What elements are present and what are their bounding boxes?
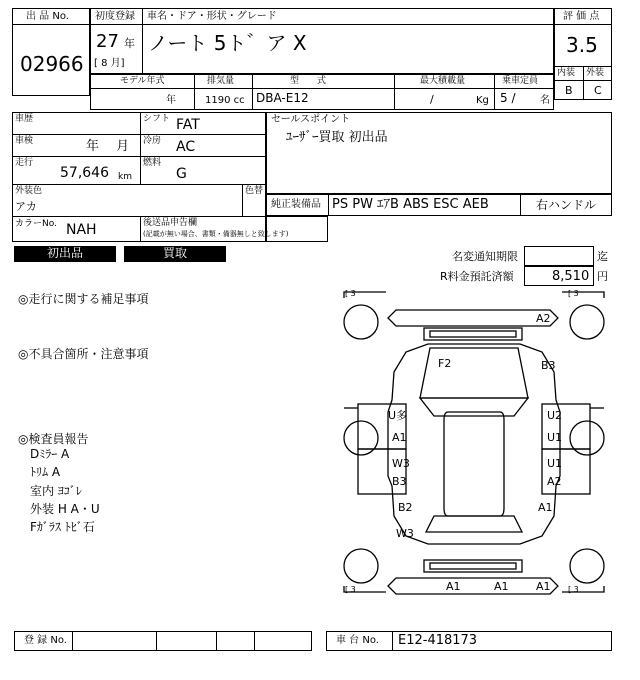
displacement: 1190 cc [205,95,245,106]
equipment-value: PS PW ｴｱB ABS ESC AEB [332,197,489,212]
history-label: 車歴 [15,114,34,124]
recycle-unit: 円 [597,270,608,283]
name-change-box [524,246,594,266]
inspector-label: ◎検査員報告 [18,432,89,446]
color-no-label: カラーNo. [15,219,57,229]
displacement-label: 排気量 [207,76,235,86]
code-left-rear-door-2: B3 [392,475,407,488]
reg-year-unit: 年 [124,37,135,50]
code-right-rear-door-2: A2 [547,475,562,488]
first-listing-badge: 初出品 [14,246,116,262]
code-front-bumper: A2 [536,312,551,325]
shift-value: FAT [176,117,200,133]
interior-label: 内装 [557,68,576,78]
code-rear-bumper-1: A1 [446,580,461,593]
aftermarket-note: (記載が無い場合、書類・備器無しと致します) [143,230,289,238]
car-name: ノート 5ト゛ア X [148,31,307,55]
buyback-badge: 買取 [124,246,226,262]
code-rear-bumper-3: A1 [536,580,551,593]
chassis-label: 車 台 No. [336,635,379,646]
exterior-label: 外装 [586,68,605,78]
model-label: 型 式 [290,76,327,86]
reg-year: 27 [96,31,119,52]
mileage-label: 走行 [15,158,34,168]
capacity-unit: 名 [540,95,550,106]
steering-value: 右ハンドル [536,198,597,212]
defects-label: ◎不具合箇所・注意事項 [18,347,149,361]
inspector-line: 外装 H A・U [30,502,100,516]
code-right-rear-fender: A1 [538,501,553,514]
inspector-line: ﾄﾘﾑ A [30,465,61,479]
corner-top-right: [ 3 [568,289,579,298]
first-reg-label: 初度登録 [95,11,135,22]
sales-point-label: セールスポイント [271,114,351,125]
ac-value: AC [176,139,196,155]
capacity: 5 / [500,91,516,105]
inspection-value: 年 月 [86,139,130,154]
driving-notes-label: ◎走行に関する補足事項 [18,292,149,306]
fuel-label: 燃料 [143,158,162,168]
inspector-line: Fｶﾞﾗｽ ﾄﾋﾞ石 [30,520,95,534]
sales-point-value: ﾕｰｻﾞｰ買取 初出品 [286,130,388,145]
corner-bottom-left: [ 3 [345,585,356,594]
grade-label: 評 価 点 [563,11,600,22]
ac-label: 冷房 [143,136,162,146]
capacity-label: 乗車定員 [502,76,539,86]
name-change-unit: 迄 [597,250,608,263]
code-right-rear-door-1: U1 [547,457,563,470]
reg-no-label: 登 録 No. [24,635,67,646]
max-load-label: 最大積載量 [420,76,466,86]
max-load: / [430,93,434,106]
code-left-front-door-1: U多 [388,409,408,422]
code-right-front-door-2: U1 [547,431,563,444]
code-left-rear-door-1: W3 [392,457,410,470]
interior-grade: B [565,84,573,97]
code-left-rear-fender-1: B2 [398,501,413,514]
code-right-front-fender: B3 [541,359,556,372]
damage-diagram [336,288,612,608]
inspection-label: 車検 [15,136,34,146]
exterior-color-value: アカ [15,200,37,213]
lot-label: 出 品 No. [26,11,69,22]
max-load-unit: Kg [476,95,489,106]
name-change-label: 名変通知期限 [452,250,518,263]
aftermarket-label: 後送品申告欄 [143,218,198,228]
exterior-grade: C [594,84,602,97]
inspector-line: Dﾐﾗｰ A [30,447,70,461]
code-left-front-door-2: A1 [392,431,407,444]
model-year-label: モデル年式 [120,76,165,86]
name-label: 車名・ドア・形状・グレード [147,11,277,22]
code-left-rear-fender-2: W3 [396,527,414,540]
model-year-unit: 年 [166,95,176,106]
recycle-label: R料金預託済額 [440,270,514,283]
code-rear-bumper-2: A1 [494,580,509,593]
color-change-label: 色替 [245,186,264,196]
recycle-value: 8,510 [552,269,590,284]
inspector-line: 室内 ﾖｺﾞﾚ [30,484,82,498]
mileage-unit: km [118,172,132,182]
mileage-value: 57,646 [60,165,109,181]
chassis-number: E12-418173 [398,633,478,648]
code-right-front-door-1: U2 [547,409,563,422]
code-hood: F2 [438,357,452,370]
model-code: DBA-E12 [256,91,309,105]
lot-number: 02966 [20,52,84,76]
corner-top-left: [ 3 [345,289,356,298]
equipment-label: 純正装備品 [271,199,321,210]
overall-grade: 3.5 [566,33,598,57]
fuel-value: G [176,166,187,182]
corner-bottom-right: [ 3 [568,585,579,594]
shift-label: シフト [143,114,171,124]
reg-month: [ 8 月] [94,58,125,69]
color-no-value: NAH [66,222,97,238]
aftermarket-box [266,216,328,242]
exterior-color-label: 外装色 [15,186,43,196]
